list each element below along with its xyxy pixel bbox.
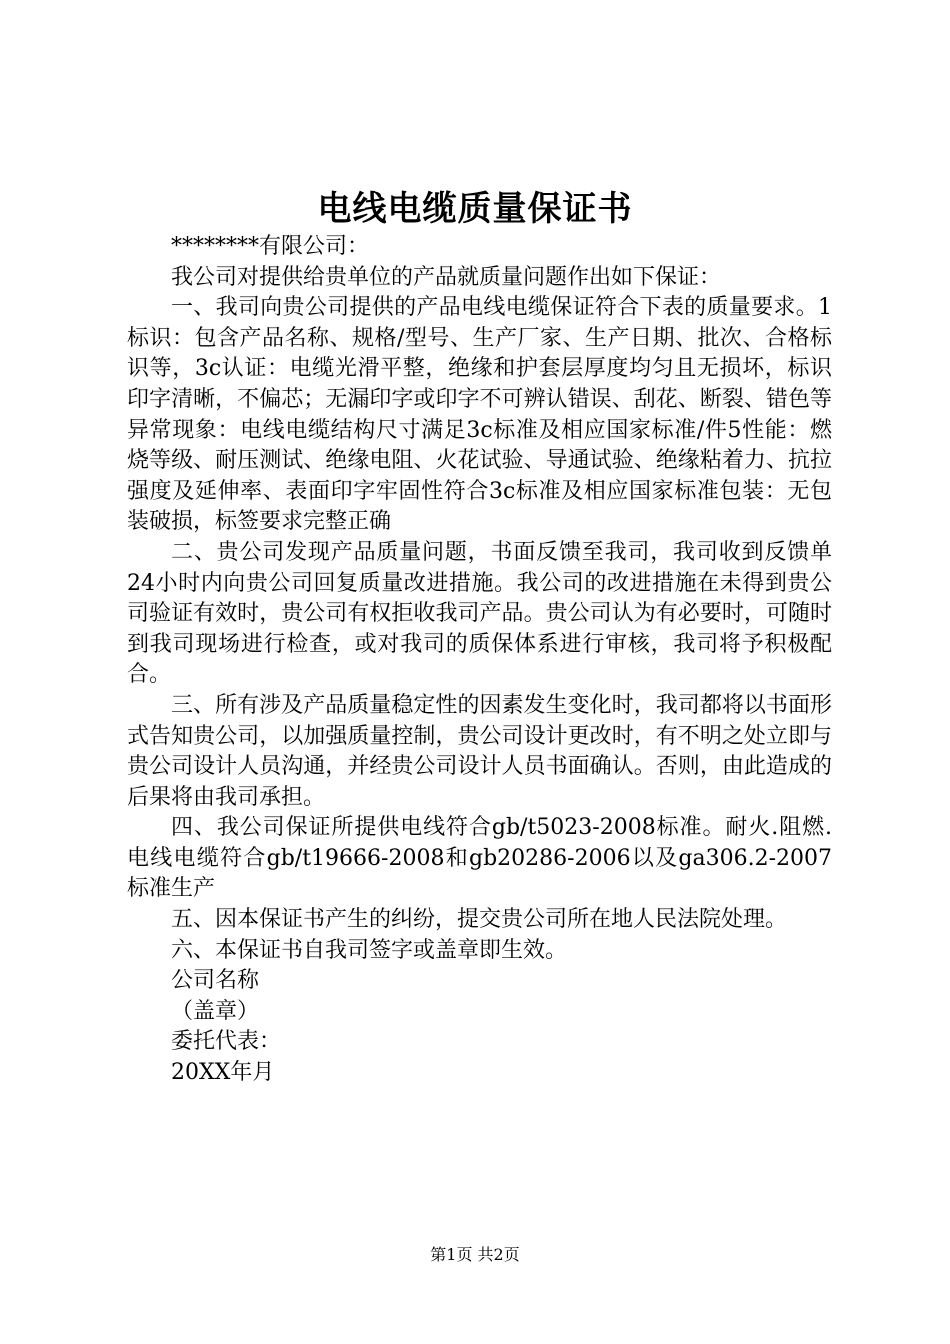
- page-footer: 第1页 共2页: [430, 1245, 520, 1264]
- clause-4: 四、我公司保证所提供电线符合gb/t5023-2008标准。耐火.阻燃.电线电缆符合gb/t19666-2008和gb20286-2006以及ga306.2-2007标准生产: [127, 815, 832, 902]
- clause-3: 三、所有涉及产品质量稳定性的因素发生变化时，我司都将以书面形式告知贵公司，以加强质量控制，贵公司设计更改时，有不明之处立即与贵公司设计人员沟通，并经贵公司设计人员书面确认。否则，由此造成的后果将由我司承担。: [127, 692, 832, 810]
- clause-6: 六、本保证书自我司签字或盖章即生效。: [171, 937, 568, 963]
- document-title: 电线电缆质量保证书: [317, 189, 633, 229]
- intro-paragraph: 我公司对提供给贵单位的产品就质量问题作出如下保证：: [171, 264, 722, 290]
- clause-2: 二、贵公司发现产品质量问题，书面反馈至我司，我司收到反馈单24小时内向贵公司回复质量改进措施。我公司的改进措施在未得到贵公司验证有效时，贵公司有权拒收我司产品。贵公司认为有必要时，可随时到我司现场进行检查，或对我司的质保体系进行审核，我司将予积极配合。: [127, 539, 832, 688]
- clause-1: 一、我司向贵公司提供的产品电线电缆保证符合下表的质量要求。1标识：包含产品名称、规格/型号、生产厂家、生产日期、批次、合格标识等，3c认证：电缆光滑平整，绝缘和护套层厚度均匀且无损坏，标识印字清晰，不偏芯；无漏印字或印字不可辨认错误、刮花、断裂、错色等异常现象：电线电缆结构尺寸满足3c标准及相应国家标准/件5性能：燃烧等级、耐压测试、绝缘电阻、火花试验、导通试验、绝缘粘着力、抗拉强度及延伸率、表面印字牢固性符合3c标准及相应国家标准包装：无包装破损，标签要求完整正确: [127, 295, 832, 535]
- document-body: [127, 232, 832, 1089]
- signature-seal: （盖章）: [171, 998, 260, 1024]
- salutation: ********有限公司：: [171, 234, 370, 259]
- signature-company-name: 公司名称: [171, 968, 260, 994]
- signature-date: 20XX年月: [171, 1060, 275, 1086]
- signature-representative: 委托代表：: [171, 1029, 282, 1055]
- clause-5: 五、因本保证书产生的纠纷，提交贵公司所在地人民法院处理。: [171, 907, 788, 933]
